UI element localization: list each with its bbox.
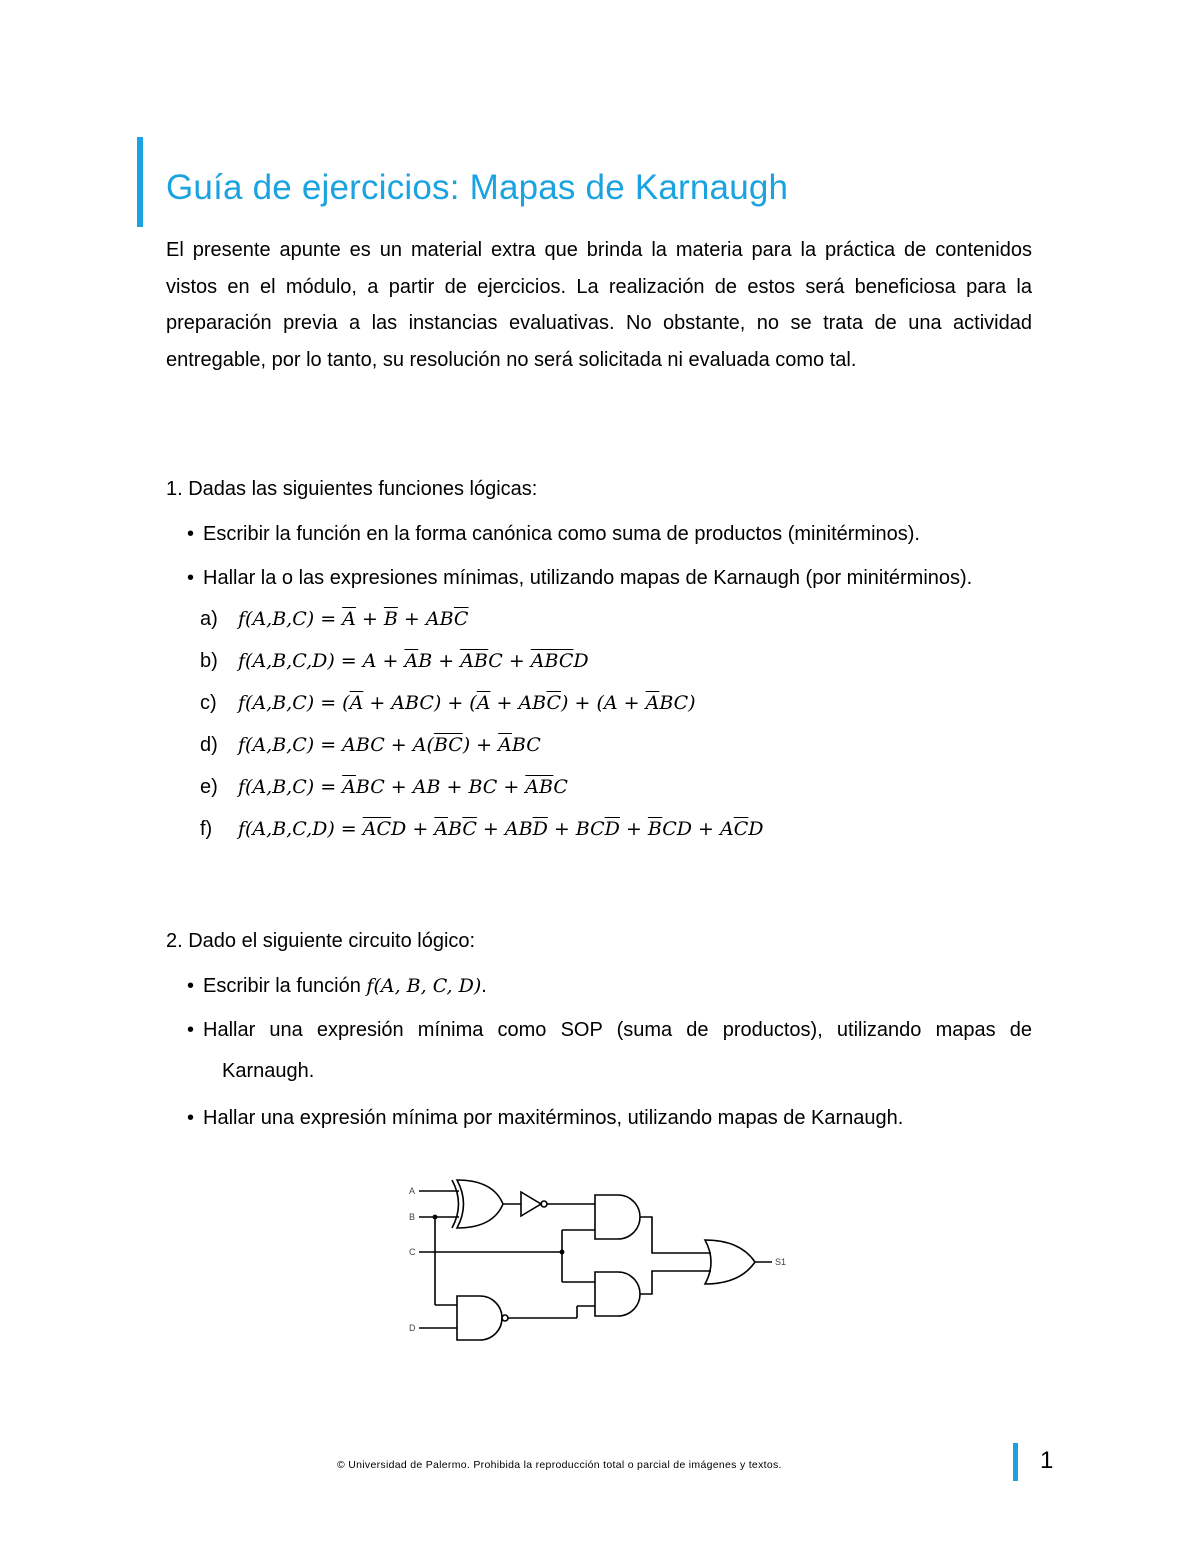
footer-accent-bar [1013,1443,1018,1481]
page-number: 1 [1040,1447,1054,1474]
exercise-2-heading: 2. Dado el siguiente circuito lógico: [166,930,476,952]
function-item-b [200,650,589,673]
function-item-c [200,692,696,715]
exercise-2-bullet-2 [187,1016,1032,1044]
junction-b [433,1215,438,1220]
formula-b: $f(A,B,C,D) = A + \overline{A}B + \overline{A}\overline{B}C + \overline{A}\overline{B}\overline{C}D$ [238,650,589,672]
input-label-a: A [409,1186,416,1196]
formula-a: $f(A,B,C) = \overline{A} + \overline{B} + AB\overline{C}$ [238,608,469,630]
xor-gate [457,1180,503,1228]
item-label: f) [200,818,213,840]
bullet-text: Escribir la función [203,975,361,997]
formula-d: f(A,B,C) = ABC + $A(\overline{BC}) + \overline{A}BC$ [238,734,541,756]
and-gate-2 [595,1272,640,1316]
title-accent-bar [137,137,143,227]
bullet-text: Escribir la función en la forma canónica como suma de productos (minitérminos). [203,523,920,545]
logic-circuit-diagram [405,1170,805,1350]
wire-and1-out [640,1217,711,1253]
bullet-text: Hallar la o las expresiones mínimas, utilizando mapas de Karnaugh (por minitérminos). [203,567,973,589]
exercise-1-bullet-1 [187,520,920,548]
formula-f: $f(A,B,C,D) = \overline{A}\overline{C}D + \overline{A}B\overline{C} + AB\overline{D} + BC\overline{D} + \overline{B}CD + A\overline{C}D$ [238,818,764,840]
input-label-c: C [409,1247,416,1257]
xor-gate-extra-curve [452,1180,459,1228]
function-item-f [200,818,764,841]
exercise-1-heading: 1. Dadas las siguientes funciones lógicas: [166,478,538,500]
nand-gate-bubble [502,1315,508,1321]
bullet-formula: f(A, B, C, D) [366,975,482,997]
formula-e: $f(A,B,C) = \overline{A}BC$ + AB + BC + $\overline{A}\overline{B}C$ [238,776,568,798]
output-label: S1 [775,1257,787,1267]
or-gate [705,1240,755,1284]
bullet-icon: • [187,1107,195,1129]
bullet-icon: • [187,523,195,545]
bullet-icon: • [187,975,195,997]
input-label-d: D [409,1323,416,1333]
bullet-icon: • [187,1019,195,1041]
footer-copyright: © Universidad de Palermo. Prohibida la reproducción total o parcial de imágenes y textos. [337,1459,782,1471]
item-label: c) [200,692,217,714]
exercise-2-bullet-1 [187,972,487,1000]
formula-c: $f(A,B,C) = (\overline{A} + ABC) + (\overline{A} + AB\overline{C}) + (A + \overline{A}BC)$ [238,692,696,714]
input-label-b: B [409,1212,416,1222]
intro-paragraph: El presente apunte es un material extra que brinda la materia para la práctica de contenidos vistos en el módulo, a partir de ejercicios. La realización de estos será beneficiosa para la preparación previa a las instancias evaluativas. No obstante, no se trata de una actividad entregable, por lo tanto, su resolución no será solicitada ni evaluada como tal. [166,239,1032,371]
wire-and2-out [640,1271,711,1294]
item-label: d) [200,734,218,756]
bullet-icon: • [187,567,195,589]
junction-c [560,1250,565,1255]
nand-gate [457,1296,502,1340]
item-label: a) [200,608,218,630]
function-item-a [200,608,468,631]
exercise-1-bullet-2 [187,564,972,592]
function-item-e [200,776,568,799]
page-title: Guía de ejercicios: Mapas de Karnaugh [166,168,789,207]
not-gate [521,1192,541,1216]
exercise-2-bullet-2-continued: Karnaugh. [222,1060,315,1082]
bullet-suffix: . [481,975,487,997]
bullet-text: Hallar una expresión mínima como SOP (suma de productos), utilizando mapas de [203,1019,1032,1041]
function-item-d [200,734,541,757]
item-label: e) [200,776,218,798]
bullet-text: Hallar una expresión mínima por maxitérminos, utilizando mapas de Karnaugh. [203,1107,904,1129]
exercise-2-bullet-3 [187,1104,903,1132]
item-label: b) [200,650,218,672]
and-gate-1 [595,1195,640,1239]
